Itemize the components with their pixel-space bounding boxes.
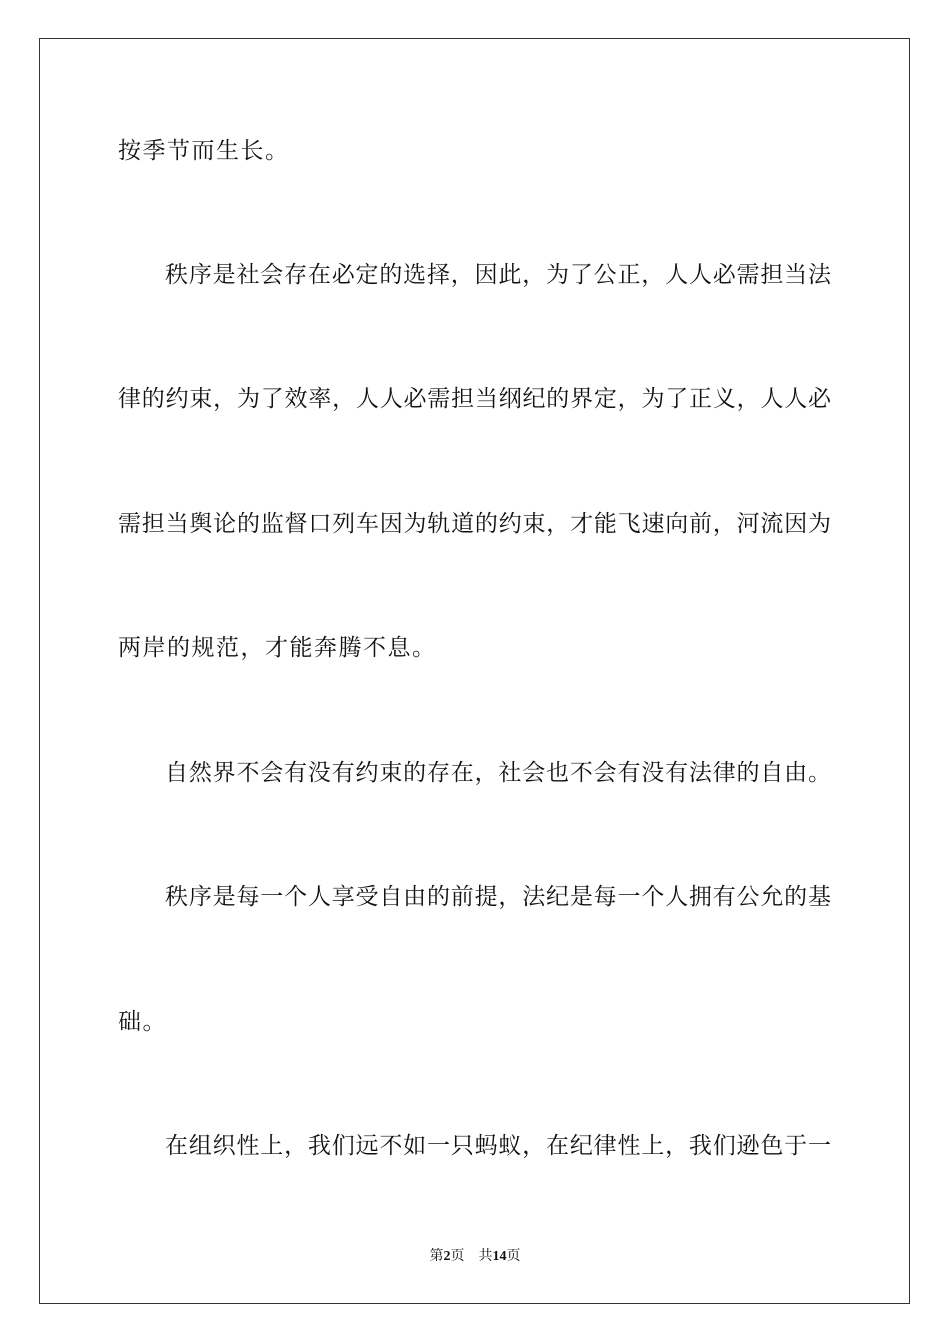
paragraph-line: 按季节而生长。 [118,138,290,164]
paragraph-line: 秩序是社会存在必定的选择，因此，为了公正，人人必需担当法 [165,262,831,288]
page-footer [0,1248,950,1266]
footer-total-prefix: 共 [478,1249,493,1264]
paragraph-line: 两岸的规范，才能奔腾不息。 [118,635,437,661]
paragraph-line: 础。 [118,1009,167,1035]
paragraph-line: 在组织性上，我们远不如一只蚂蚁，在纪律性上，我们逊色于一 [165,1133,831,1159]
footer-total-pages: 14 [492,1249,507,1264]
footer-total-suffix: 页 [506,1249,521,1264]
footer-page-number: 2 [443,1249,451,1264]
paragraph-line: 律的约束，为了效率，人人必需担当纲纪的界定，为了正义，人人必 [118,386,831,412]
paragraph-line: 自然界不会有没有约束的存在，社会也不会有没有法律的自由。 [165,760,831,786]
paragraph-line: 秩序是每一个人享受自由的前提，法纪是每一个人拥有公允的基 [165,884,831,910]
page-border [39,38,910,1304]
footer-page-prefix: 第 [429,1249,444,1264]
paragraph-line: 需担当舆论的监督口列车因为轨道的约束，才能飞速向前，河流因为 [118,511,831,537]
footer-page-suffix: 页 [450,1249,465,1264]
